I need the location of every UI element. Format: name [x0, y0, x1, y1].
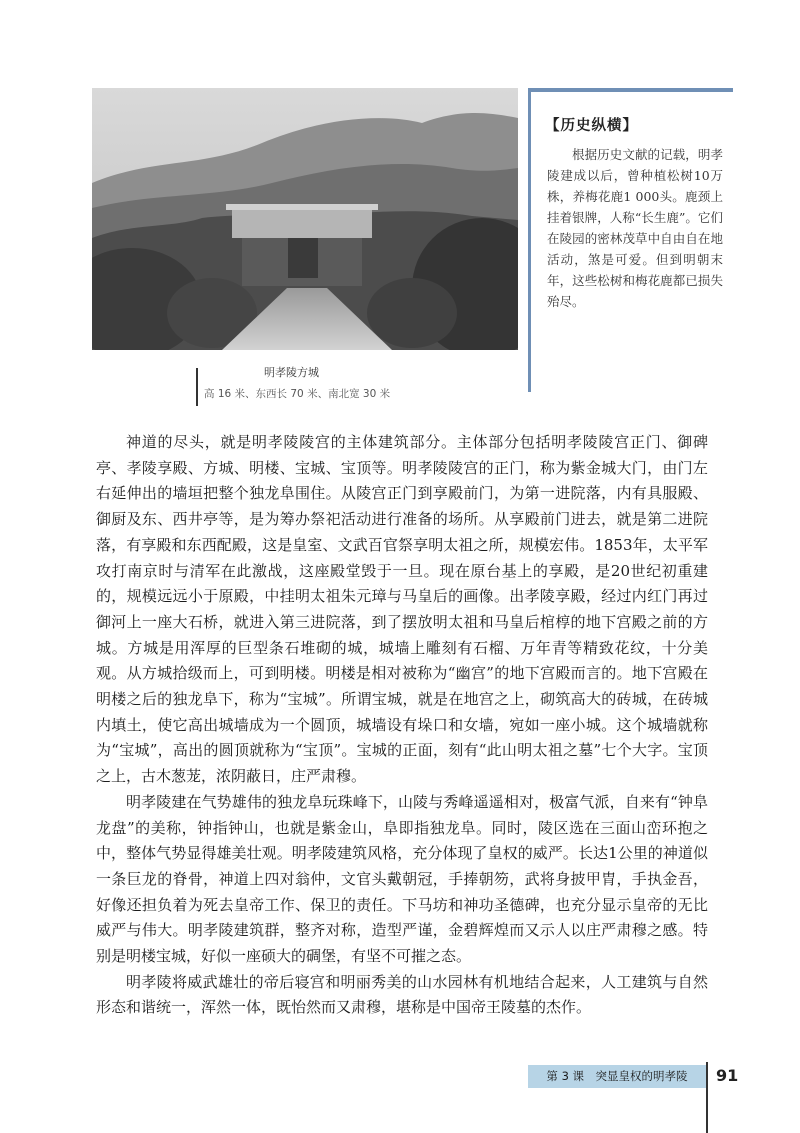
lesson-footer: 第 3 课 突显皇权的明孝陵 [528, 1065, 706, 1088]
mausoleum-photo [92, 88, 518, 350]
main-text [96, 430, 708, 1021]
page-number: 91 [716, 1066, 739, 1085]
paragraph-2: 明孝陵建在气势雄伟的独龙阜玩珠峰下，山陵与秀峰遥遥相对，极富气派，自来有“钟阜龙盘”的美称，钟指钟山，也就是紫金山，阜即指独龙阜。同时，陵区选在三面山峦环抱之中，整体气势显得雄美壮观。明孝陵建筑风格，充分体现了皇权的威严。长达1公里的神道似一条巨龙的脊骨，神道上四对翁仲，文官头戴朝冠，手捧朝笏，武将身披甲胄，手执金吾，好像还担负着为死去皇帝工作、保卫的责任。下马坊和神功圣德碑，也充分显示皇帝的无比威严与伟大。明孝陵建筑群，整齐对称，造型严谨，金碧辉煌而又示人以庄严肃穆之感。特别是明楼宝城，好似一座硕大的碉堡，有坚不可摧之态。 [96, 792, 708, 966]
paragraph-1: 神道的尽头，就是明孝陵陵宫的主体建筑部分。主体部分包括明孝陵陵宫正门、御碑亭、孝陵享殿、方城、明楼、宝城、宝顶等。明孝陵陵宫的正门，称为紫金城大门，由门左右延伸出的墙垣把整个独龙阜围住。从陵宫正门到享殿前门，为第一进院落，内有具服殿、御厨及东、西井亭等，是为筹办祭祀活动进行准备的场所。从享殿前门进去，就是第二进院落，有享殿和东西配殿，这是皇室、文武百官祭享明太祖之所，规模宏伟。1853年，太平军攻打南京时与清军在此激战，这座殿堂毁于一旦。现在原台基上的享殿，是20世纪初重建的，规模远远小于原殿，中挂明太祖朱元璋与马皇后的画像。出孝陵享殿，经过内红门再过御河上一座大石桥，就进入第三进院落，到了摆放明太祖和马皇后棺椁的地下宫殿之前的方城。方城是用浑厚的巨型条石堆砌的城，城墙上雕刻有石榴、万年青等精致花纹，十分美观。从方城拾级而上，可到明楼。明楼是相对被称为“幽宫”的地下宫殿而言的。地下宫殿在明楼之后的独龙阜下，称为“宝城”。所谓宝城，就是在地宫之上，砌筑高大的砖城，在砖城内填土，使它高出城墙成为一个圆顶，城墙设有垛口和女墙，宛如一座小城。这个城墙就称为“宝城”，高出的圆顶就称为“宝顶”。宝城的正面，刻有“此山明太祖之墓”七个大字。宝顶之上，古木葱茏，浓阴蔽日，庄严肃穆。 [96, 433, 708, 786]
caption-title: 明孝陵方城 [264, 366, 319, 379]
caption-dimensions: 高 16 米、东西长 70 米、南北宽 30 米 [204, 388, 391, 400]
sidebar-paragraph: 根据历史文献的记载，明孝陵建成以后，曾种植松树10万株，养梅花鹿1 000头。鹿颈上挂着银牌，人称“长生鹿”。它们在陵园的密林茂草中自由自在地活动，煞是可爱。但到明朝末年，这些松树和梅花鹿都已损失殆尽。 [547, 147, 723, 309]
sidebar-title: 【历史纵横】 [545, 118, 638, 134]
footer-rule [706, 1062, 708, 1133]
caption-rule [196, 368, 198, 406]
sidebar-body [547, 144, 723, 312]
paragraph-3: 明孝陵将威武雄壮的帝后寝宫和明丽秀美的山水园林有机地结合起来，人工建筑与自然形态和谐统一，浑然一体，既怡然而又肃穆，堪称是中国帝王陵墓的杰作。 [96, 972, 708, 1017]
history-sidebar [528, 88, 733, 392]
